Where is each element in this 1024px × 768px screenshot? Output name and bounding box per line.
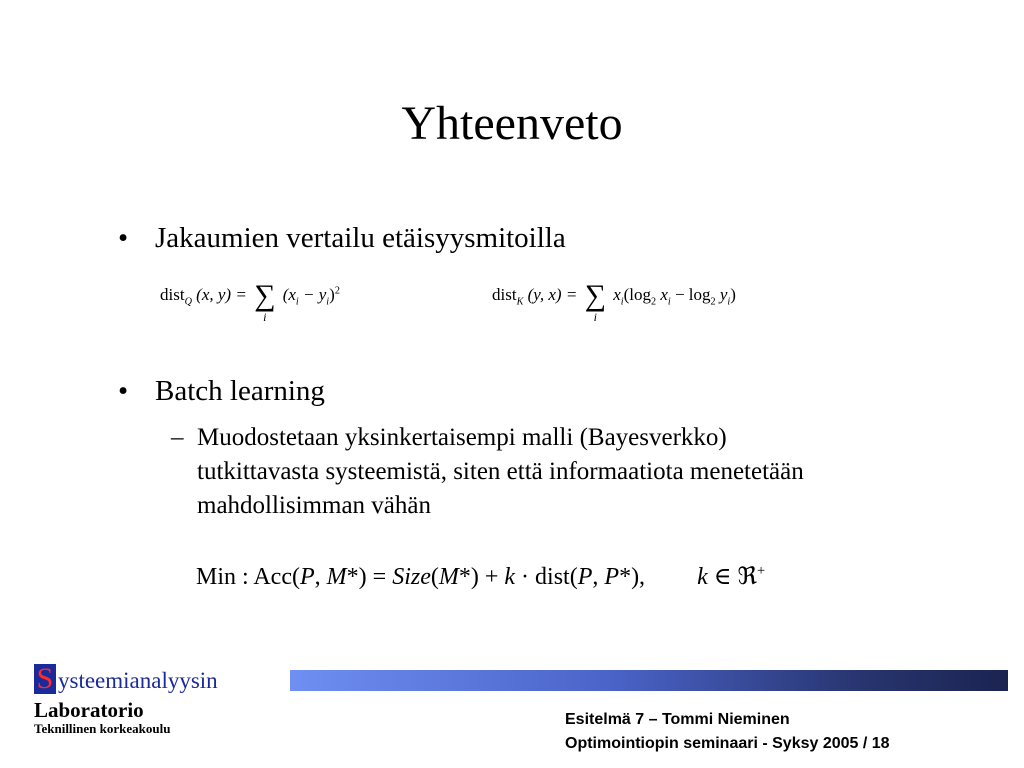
formula-text: k [697,564,708,590]
formula-sub: 2 [650,296,657,308]
logo-letter: S [34,664,56,694]
footer-line-presentation: Esitelmä 7 – Tommi Nieminen [565,711,790,728]
formula-text: P [577,564,593,590]
sum-index: i [593,310,597,324]
formula-text: P [604,564,620,590]
formula-sub: i [620,296,624,308]
formula-text: *) + [458,564,505,590]
footer-line-seminar: Optimointiopin seminaari - Syksy 2005 / 18 [565,735,890,752]
formula-text: M [326,564,347,590]
formula-sub: i [326,296,330,308]
formula-text: − y [298,284,327,304]
formula-text: (y, x) = [527,284,578,304]
formula-sub: 2 [710,296,716,308]
formula-text: P [299,564,315,590]
formula-text: M [438,564,459,590]
footer-info [565,708,890,756]
formula-sup: + [757,563,766,579]
formula-sub: K [516,296,524,308]
formula-sub: Q [184,296,192,308]
school-name: Teknillinen korkeakoulu [34,721,171,736]
bullet-text: Batch learning [155,375,325,407]
sum-index: i [263,310,267,324]
lab-name: Laboratorio [34,698,144,722]
subitem-line: mahdollisimman vähän [197,492,431,519]
subitem-description [171,421,987,523]
formula-text: , [592,564,605,590]
formula-sub: i [667,296,671,308]
formula-text: *), [619,564,646,590]
formula-dist-k [492,279,736,324]
formula-text: x [613,284,621,304]
bullet-marker: • [118,222,129,254]
sum-glyph: ∑ [254,279,276,312]
formula-text: ∈ ℜ [707,564,758,590]
formula-text: dist [160,284,185,304]
formula-text: (log [623,284,651,304]
formula-text: (x [282,284,296,304]
formula-text: − log [670,284,711,304]
formula-text: dist [492,284,517,304]
formula-text: ) [730,284,736,304]
formula-dist-q [160,279,340,324]
formula-text: ( [430,564,439,590]
sum-symbol [254,279,276,324]
formula-text: Size [392,564,431,590]
bullet-marker: • [118,375,129,407]
formula-text: x [656,284,668,304]
subitem-marker: – [171,424,184,451]
formula-sup: 2 [334,285,340,297]
bullet-distance-measures [118,220,566,256]
subitem-line: tutkittavasta systeemistä, siten että informaatiota menetetään [197,458,804,485]
formula-text: y [715,284,728,304]
bullet-batch-learning [118,373,325,409]
logo-gradient-bar [290,670,1008,691]
bullet-text: Jakaumien vertailu etäisyysmitoilla [155,222,566,254]
formula-text: (x, y) = [196,284,247,304]
formula-sub: i [295,296,299,308]
sum-symbol [584,279,606,324]
subitem-line: Muodostetaan yksinkertaisempi malli (Bayesverkko) [197,424,727,451]
formula-text: *) = [346,564,393,590]
formula-text: k [504,564,516,590]
formula-text: · dist( [515,564,578,590]
slide-title: Yhteenveto [401,97,623,150]
formula-min-objective [196,562,765,591]
logo-word: ysteemianalyysin [58,668,218,693]
sum-glyph: ∑ [584,279,606,312]
formula-text: Min : Acc( [196,564,300,590]
formula-sub: i [727,296,731,308]
formula-text: , [314,564,327,590]
formula-text: ) [329,284,335,304]
